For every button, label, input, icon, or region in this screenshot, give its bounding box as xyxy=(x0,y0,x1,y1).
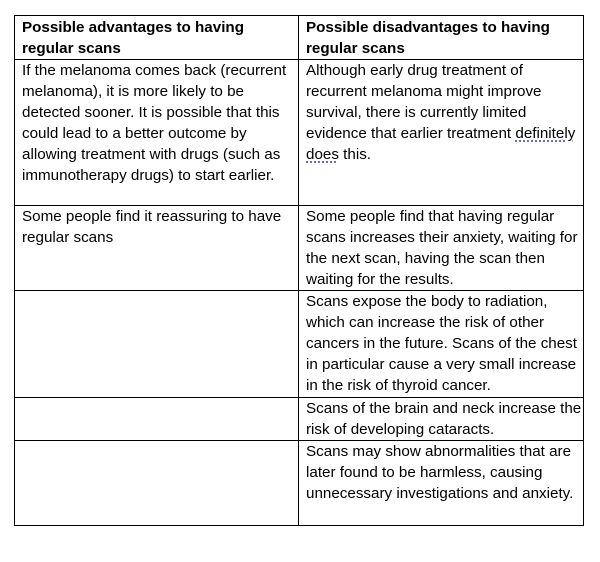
disadvantage-text-end: this. xyxy=(338,146,372,163)
table-row xyxy=(15,60,584,206)
spellcheck-marked-phrase: definitely does xyxy=(306,125,576,163)
disadvantage-cell: Some people find that having regular scans increases their anxiety, waiting for the next scan, having the scan then waiting for the results. xyxy=(299,206,584,291)
disadvantage-cell: Scans of the brain and neck increase the risk of developing cataracts. xyxy=(299,398,584,441)
disadvantage-cell xyxy=(299,60,584,206)
advantages-column-header: Possible advantages to having regular scans xyxy=(15,16,299,60)
disadvantages-column-header: Possible disadvantages to having regular scans xyxy=(299,16,584,60)
advantage-cell xyxy=(15,441,299,526)
scans-comparison-table xyxy=(14,15,584,526)
advantage-cell: If the melanoma comes back (recurrent melanoma), it is more likely to be detected sooner. It is possible that this could lead to a better outcome by allowing treatment with drugs (such as immunotherapy drugs) to start earlier. xyxy=(15,60,299,206)
table-row xyxy=(15,441,584,526)
disadvantage-cell: Scans expose the body to radiation, which can increase the risk of other cancers in the future. Scans of the chest in particular cause a very small increase in the risk of thyroid cancer. xyxy=(299,291,584,398)
advantage-cell: Some people find it reassuring to have regular scans xyxy=(15,206,299,291)
table-row xyxy=(15,206,584,291)
advantage-cell xyxy=(15,398,299,441)
table-row xyxy=(15,398,584,441)
disadvantage-text-start: Although early drug treatment of recurrent melanoma might improve survival, there is currently limited evidence that earlier treatment xyxy=(306,62,542,142)
advantage-cell xyxy=(15,291,299,398)
table-header-row xyxy=(15,16,584,60)
disadvantage-cell: Scans may show abnormalities that are later found to be harmless, causing unnecessary investigations and anxiety. xyxy=(299,441,584,526)
table-row xyxy=(15,291,584,398)
